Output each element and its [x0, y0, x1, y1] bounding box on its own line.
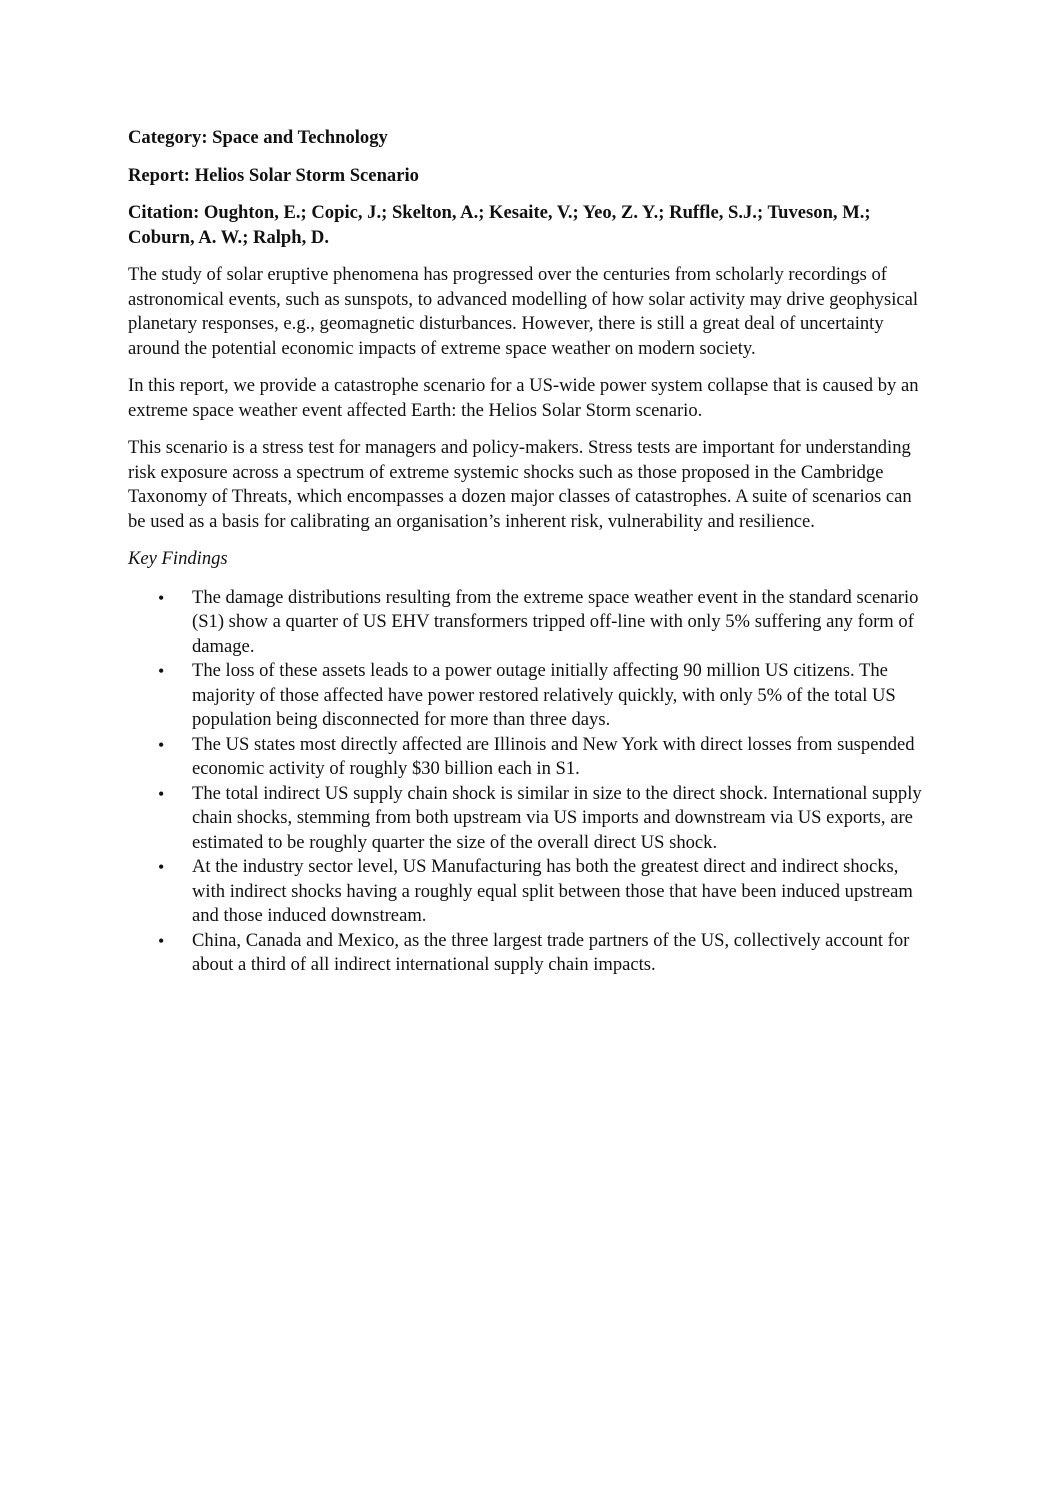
- bullet-icon: •: [158, 661, 165, 681]
- citation-line: Citation: Oughton, E.; Copic, J.; Skelton, A.; Kesaite, V.; Yeo, Z. Y.; Ruffle, S.J.; Tuveson, M.; Coburn, A. W.; Ralph, D.: [128, 202, 871, 248]
- list-item: [128, 929, 928, 978]
- bullet-icon: •: [158, 783, 165, 804]
- document-page: [128, 126, 928, 978]
- key-findings-list: [128, 586, 928, 978]
- paragraph-intro: The study of solar eruptive phenomena has progressed over the centuries from scholarly recordings of astronomical events, such as sunspots, to advanced modelling of how solar activity may drive geophysical planetary responses, e.g., geomagnetic disturbances. However, there is still a great deal of uncertainty around the potential economic impacts of extreme space weather on modern society.: [128, 264, 919, 359]
- category-line: Category: Space and Technology: [128, 127, 388, 148]
- finding-text: At the industry sector level, US Manufacturing has both the greatest direct and indirect shocks, with indirect shocks having a roughly equal split between those that have been induced upstream and those induced downstream.: [192, 856, 913, 926]
- list-item: [128, 586, 928, 660]
- finding-text: China, Canada and Mexico, as the three largest trade partners of the US, collectively account for about a third of all indirect international supply chain impacts.: [192, 929, 910, 975]
- finding-text: The damage distributions resulting from the extreme space weather event in the standard scenario (S1) show a quarter of US EHV transformers tripped off-line with only 5% suffering any form of damage.: [192, 586, 919, 657]
- list-item: [128, 659, 928, 733]
- finding-text: The total indirect US supply chain shock is similar in size to the direct shock. International supply chain shocks, stemming from both upstream via US imports and downstream via US exports, are estimated to be roughly quarter the size of the overall direct US shock.: [192, 782, 922, 853]
- list-item: [128, 733, 928, 782]
- bullet-icon: •: [158, 857, 165, 877]
- paragraph-stress-test: This scenario is a stress test for managers and policy-makers. Stress tests are important for understanding risk exposure across a spectrum of extreme systemic shocks such as those proposed in the Cambridge Taxonomy of Threats, which encompasses a dozen major classes of catastrophes. A suite of scenarios can be used as a basis for calibrating an organisation’s inherent risk, vulnerability and resilience.: [128, 437, 912, 532]
- report-title: Report: Helios Solar Storm Scenario: [128, 164, 419, 186]
- bullet-icon: •: [158, 587, 165, 608]
- bullet-icon: •: [158, 930, 165, 951]
- bullet-icon: •: [158, 734, 165, 755]
- list-item: [128, 782, 928, 856]
- finding-text: The US states most directly affected are Illinois and New York with direct losses from suspended economic activity of roughly $30 billion each in S1.: [192, 733, 915, 779]
- finding-text: The loss of these assets leads to a power outage initially affecting 90 million US citizens. The majority of those affected have power restored relatively quickly, with only 5% of the total US population being disconnected for more than three days.: [192, 660, 896, 730]
- key-findings-heading: Key Findings: [128, 548, 228, 569]
- paragraph-scenario: In this report, we provide a catastrophe scenario for a US-wide power system collapse that is caused by an extreme space weather event affected Earth: the Helios Solar Storm scenario.: [128, 375, 919, 421]
- list-item: [128, 855, 928, 929]
